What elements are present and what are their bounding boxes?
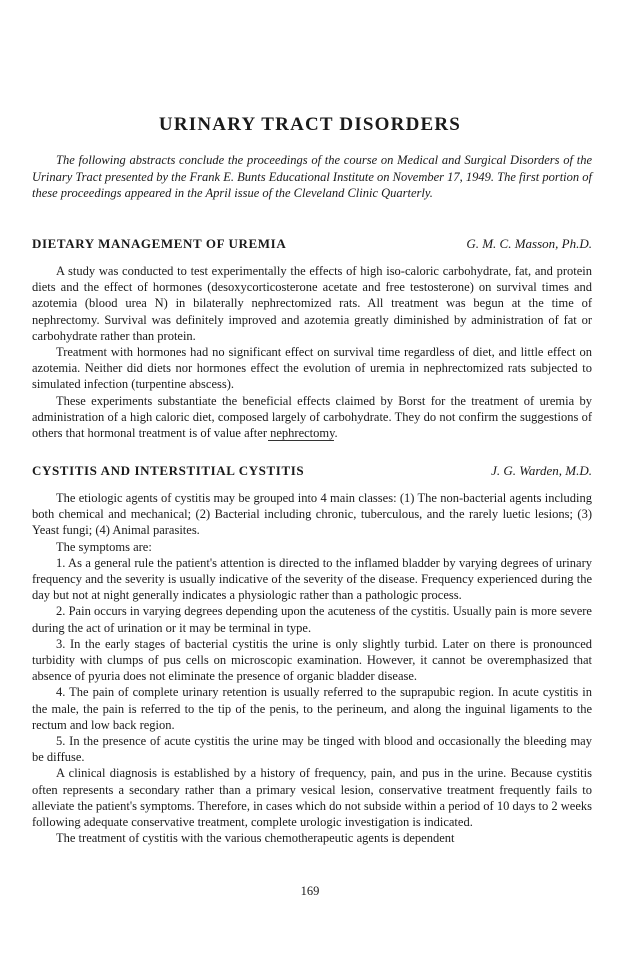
section-heading-cystitis xyxy=(32,463,592,479)
section-divider xyxy=(268,440,334,441)
paragraph: 2. Pain occurs in varying degrees depending upon the acuteness of the cystitis. Usually pain is more severe during the act of urination or it may be terminal in type. xyxy=(32,604,592,635)
paragraph: The symptoms are: xyxy=(56,539,152,554)
paragraph: Treatment with hormones had no significant effect on survival time regardless of diet, and little effect on azotemia. Neither did diets nor hormones effect the evolution of uremia in nephrectomized rats subjected to simulated infection (turpentine abscess). xyxy=(32,345,592,392)
section-author: G. M. C. Masson, Ph.D. xyxy=(466,236,592,251)
paragraph: The etiologic agents of cystitis may be grouped into 4 main classes: (1) The non-bacterial agents including both chemical and mechanical; (2) Bacterial including chronic, tuberculous, and the rarely luetic lesions; (3) Yeast fungi; (4) Animal parasites. xyxy=(32,491,592,538)
paragraph: 3. In the early stages of bacterial cystitis the urine is only slightly turbid. Later on there is pronounced turbidity with clumps of pus cells on microscopic examination. However, it cannot be overemphasized that absence of pyuria does not eliminate the presence of organic bladder disease. xyxy=(32,636,592,684)
section-author: J. G. Warden, M.D. xyxy=(491,463,592,478)
section-title: CYSTITIS AND INTERSTITIAL CYSTITIS xyxy=(32,463,305,478)
paragraph: 5. In the presence of acute cystitis the urine may be tinged with blood and occasionally the bleeding may be diffuse. xyxy=(32,734,592,765)
page-title: URINARY TRACT DISORDERS xyxy=(158,114,462,135)
section-body-cystitis xyxy=(32,490,592,846)
paragraph: 1. As a general rule the patient's attention is directed to the inflamed bladder by varying degrees of urinary frequency and the severity is usually indicative of the severity of the disease. Frequency experienced during the day but not at night generally indicates a physiologic rather than a pathologic process. xyxy=(32,555,592,603)
section-heading-dietary xyxy=(32,236,592,252)
paragraph: The treatment of cystitis with the various chemotherapeutic agents is dependent xyxy=(56,831,455,846)
page-number: 169 xyxy=(300,884,320,898)
paragraph: A study was conducted to test experimentally the effects of high iso-caloric carbohydrate, fat, and protein diets and the effect of hormones (desoxycorticosterone acetate and free testosterone) on survival times and azotemia (blood urea N) in bilaterally nephrectomized rats. All treatment was begun at the time of nephrectomy. Survival was definitely improved and azotemia greatly diminished by administration of fat or carbohydrate rather than protein. xyxy=(32,264,592,343)
section-title: DIETARY MANAGEMENT OF UREMIA xyxy=(32,236,287,251)
paragraph: 4. The pain of complete urinary retention is usually referred to the suprapubic region. In acute cystitis in the male, the pain is referred to the tip of the penis, to the perineum, and along the inguinal ligaments to the rectum and low back region. xyxy=(32,685,592,732)
paragraph: A clinical diagnosis is established by a history of frequency, pain, and pus in the urine. Because cystitis often represents a secondary rather than a primary vesical lesion, conservative treatment frequently fails to alleviate the patient's symptoms. Therefore, in cases which do not subside within a period of 10 days to 2 weeks following adequate conservative treatment, complete urologic investigation is indicated. xyxy=(32,766,592,830)
paragraph: These experiments substantiate the beneficial effects claimed by Borst for the treatment of uremia by administration of a high caloric diet, composed largely of carbohydrate. They do not confirm the suggestions of others that hormonal treatment is of value after nephrectomy. xyxy=(32,393,592,441)
intro-abstract: The following abstracts conclude the proceedings of the course on Medical and Surgical Disorders of the Urinary Tract presented by the Frank E. Bunts Educational Institute on November 17, 1949. The first portion of these proceedings appeared in the April issue of the Cleveland Clinic Quarterly. xyxy=(32,153,592,200)
section-body-dietary xyxy=(32,263,592,441)
